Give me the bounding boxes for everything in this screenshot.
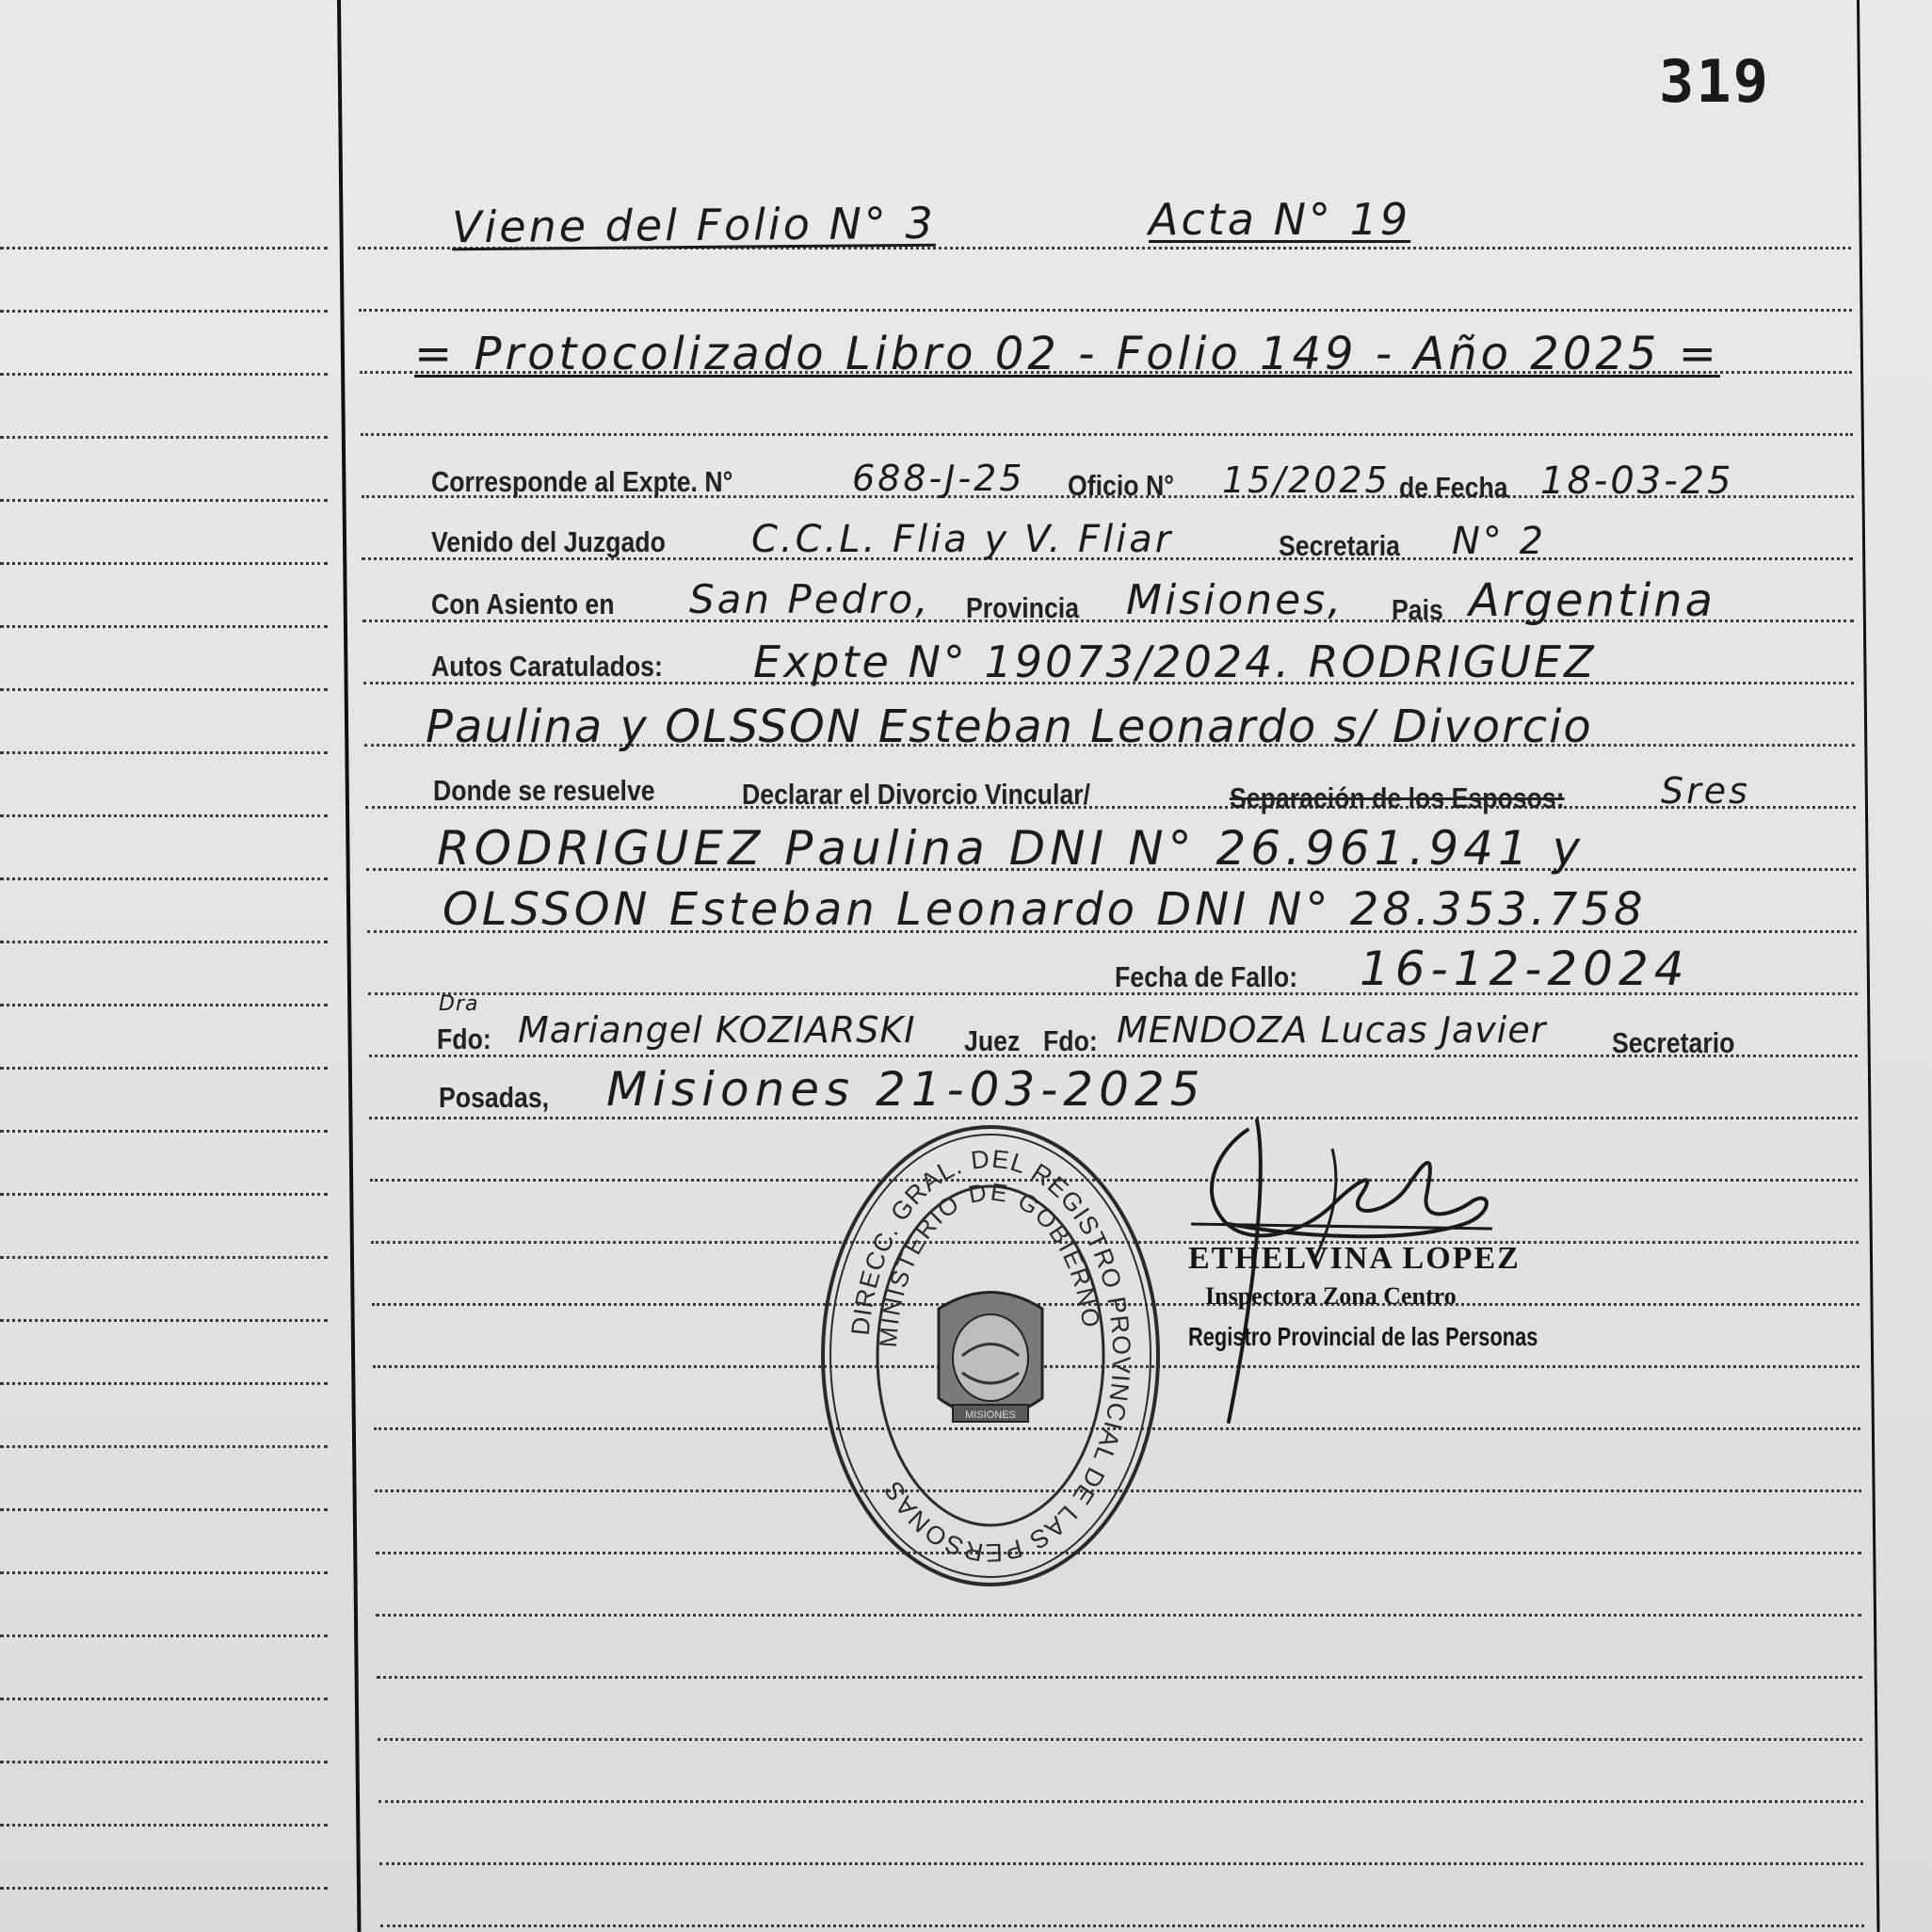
signatory-office: Registro Provincial de las Personas: [1188, 1322, 1538, 1351]
fecha-fallo-label: Fecha de Fallo:: [1115, 960, 1298, 993]
secretaria-value: N° 2: [1452, 520, 1547, 563]
autos-value-line1: Expte N° 19073/2024. RODRIGUEZ: [753, 636, 1597, 687]
de-fecha-label: de Fecha: [1399, 471, 1508, 504]
signatory-name: ETHELVINA LOPEZ: [1188, 1241, 1521, 1276]
left-dotted-line: [0, 1193, 328, 1196]
fecha-fallo-value: 16-12-2024: [1360, 942, 1690, 996]
party-1: RODRIGUEZ Paulina DNI N° 26.961.941 y: [437, 821, 1586, 876]
pais-value: Argentina: [1469, 574, 1715, 627]
left-dotted-line: [0, 1824, 328, 1827]
left-dotted-line: [0, 436, 328, 439]
right-dotted-line: [380, 1924, 1864, 1927]
official-seal-stamp: [812, 1120, 1169, 1591]
left-dotted-line: [0, 1067, 328, 1070]
right-dotted-line: [361, 433, 1853, 436]
left-dotted-line: [0, 1508, 328, 1511]
acta-number: Acta N° 19: [1149, 194, 1411, 245]
right-dotted-line: [378, 1738, 1862, 1741]
seal-outer-text: DIRECC. GRAL. DEL REGISTRO PROVINCIAL DE LAS PERSONAS: [845, 1144, 1136, 1568]
oficio-value: 15/2025: [1222, 459, 1391, 501]
left-dotted-line: [0, 1571, 328, 1574]
protocolizado-line: = Protocolizado Libro 02 - Folio 149 - Año 2025 =: [414, 328, 1720, 380]
left-dotted-line: [0, 625, 328, 628]
signatory-title: Inspectora Zona Centro: [1205, 1282, 1457, 1310]
pais-label: Pais: [1392, 593, 1443, 626]
provincial-coat-of-arms-icon: [939, 1293, 1042, 1423]
autos-value-line2: Paulina y OLSSON Esteban Leonardo s/ Divorcio: [426, 700, 1593, 753]
left-dotted-line: [0, 877, 328, 880]
juzgado-value: C.C.L. Flia y V. Fliar: [751, 518, 1174, 561]
left-dotted-line: [0, 1130, 328, 1133]
fdo2-label: Fdo:: [1043, 1024, 1098, 1057]
donde-label: Donde se resuelve: [433, 774, 655, 807]
separacion-label: Separación de los Esposos:: [1230, 781, 1565, 814]
expte-value: 688-J-25: [852, 458, 1025, 499]
left-dotted-line: [0, 1004, 328, 1006]
left-dotted-line: [0, 688, 328, 691]
secretaria-label: Secretaria: [1279, 529, 1400, 562]
autos-label: Autos Caratulados:: [431, 650, 663, 683]
left-dotted-line: [0, 562, 328, 565]
juez-label: Juez: [964, 1024, 1021, 1057]
provincia-value: Misiones,: [1126, 576, 1344, 624]
juez-name: Mariangel KOZIARSKI: [518, 1009, 916, 1051]
left-dotted-line: [0, 373, 328, 376]
right-dotted-line: [376, 1614, 1861, 1617]
left-dotted-line: [0, 1634, 328, 1637]
dra-abbrev: Dra: [439, 992, 479, 1016]
fdo-label: Fdo:: [437, 1022, 491, 1055]
left-dotted-line: [0, 310, 328, 313]
left-dotted-line: [0, 499, 328, 502]
left-dotted-line: [0, 1319, 328, 1322]
corresponde-label: Corresponde al Expte. N°: [431, 465, 733, 498]
right-dotted-line: [378, 1800, 1863, 1803]
page-number: 319: [1659, 47, 1770, 116]
right-dotted-line: [377, 1676, 1862, 1679]
seal-graphic: [812, 1120, 1169, 1591]
oficio-label: Oficio N°: [1068, 469, 1174, 502]
posadas-value: Misiones 21-03-2025: [606, 1062, 1206, 1117]
declarar-label: Declarar el Divorcio Vincular/: [742, 778, 1090, 811]
asiento-label: Con Asiento en: [431, 588, 615, 620]
left-dotted-line: [0, 247, 328, 250]
venido-label: Venido del Juzgado: [431, 525, 666, 558]
right-dotted-line: [369, 1117, 1858, 1119]
left-dotted-line: [0, 814, 328, 817]
left-dotted-line: [0, 1256, 328, 1259]
asiento-value: San Pedro,: [689, 576, 931, 622]
left-dotted-line: [0, 1382, 328, 1385]
right-dotted-line: [359, 309, 1852, 312]
left-dotted-line: [0, 1445, 328, 1448]
party-2: OLSSON Esteban Leonardo DNI N° 28.353.758: [443, 883, 1647, 936]
seal-inner-text: MINISTERIO DE GOBIERNO: [873, 1177, 1106, 1349]
left-dotted-line: [0, 1761, 328, 1763]
posadas-label: Posadas,: [439, 1081, 550, 1114]
secretario-name: MENDOZA Lucas Javier: [1117, 1009, 1547, 1051]
left-dotted-line: [0, 941, 328, 943]
svg-text:MISIONES: MISIONES: [965, 1409, 1016, 1421]
provincia-label: Provincia: [966, 591, 1080, 624]
left-margin-rule: [337, 0, 361, 1932]
left-dotted-line: [0, 1698, 328, 1700]
srcs-value: Sres: [1661, 770, 1750, 812]
right-margin-rule: [1857, 0, 1879, 1932]
de-fecha-value: 18-03-25: [1540, 459, 1734, 503]
left-dotted-line: [0, 751, 328, 754]
viene-del-folio: Viene del Folio N° 3: [451, 197, 936, 253]
left-dotted-line: [0, 1887, 328, 1890]
right-dotted-line: [379, 1862, 1863, 1865]
secretario-label: Secretario: [1612, 1026, 1735, 1059]
